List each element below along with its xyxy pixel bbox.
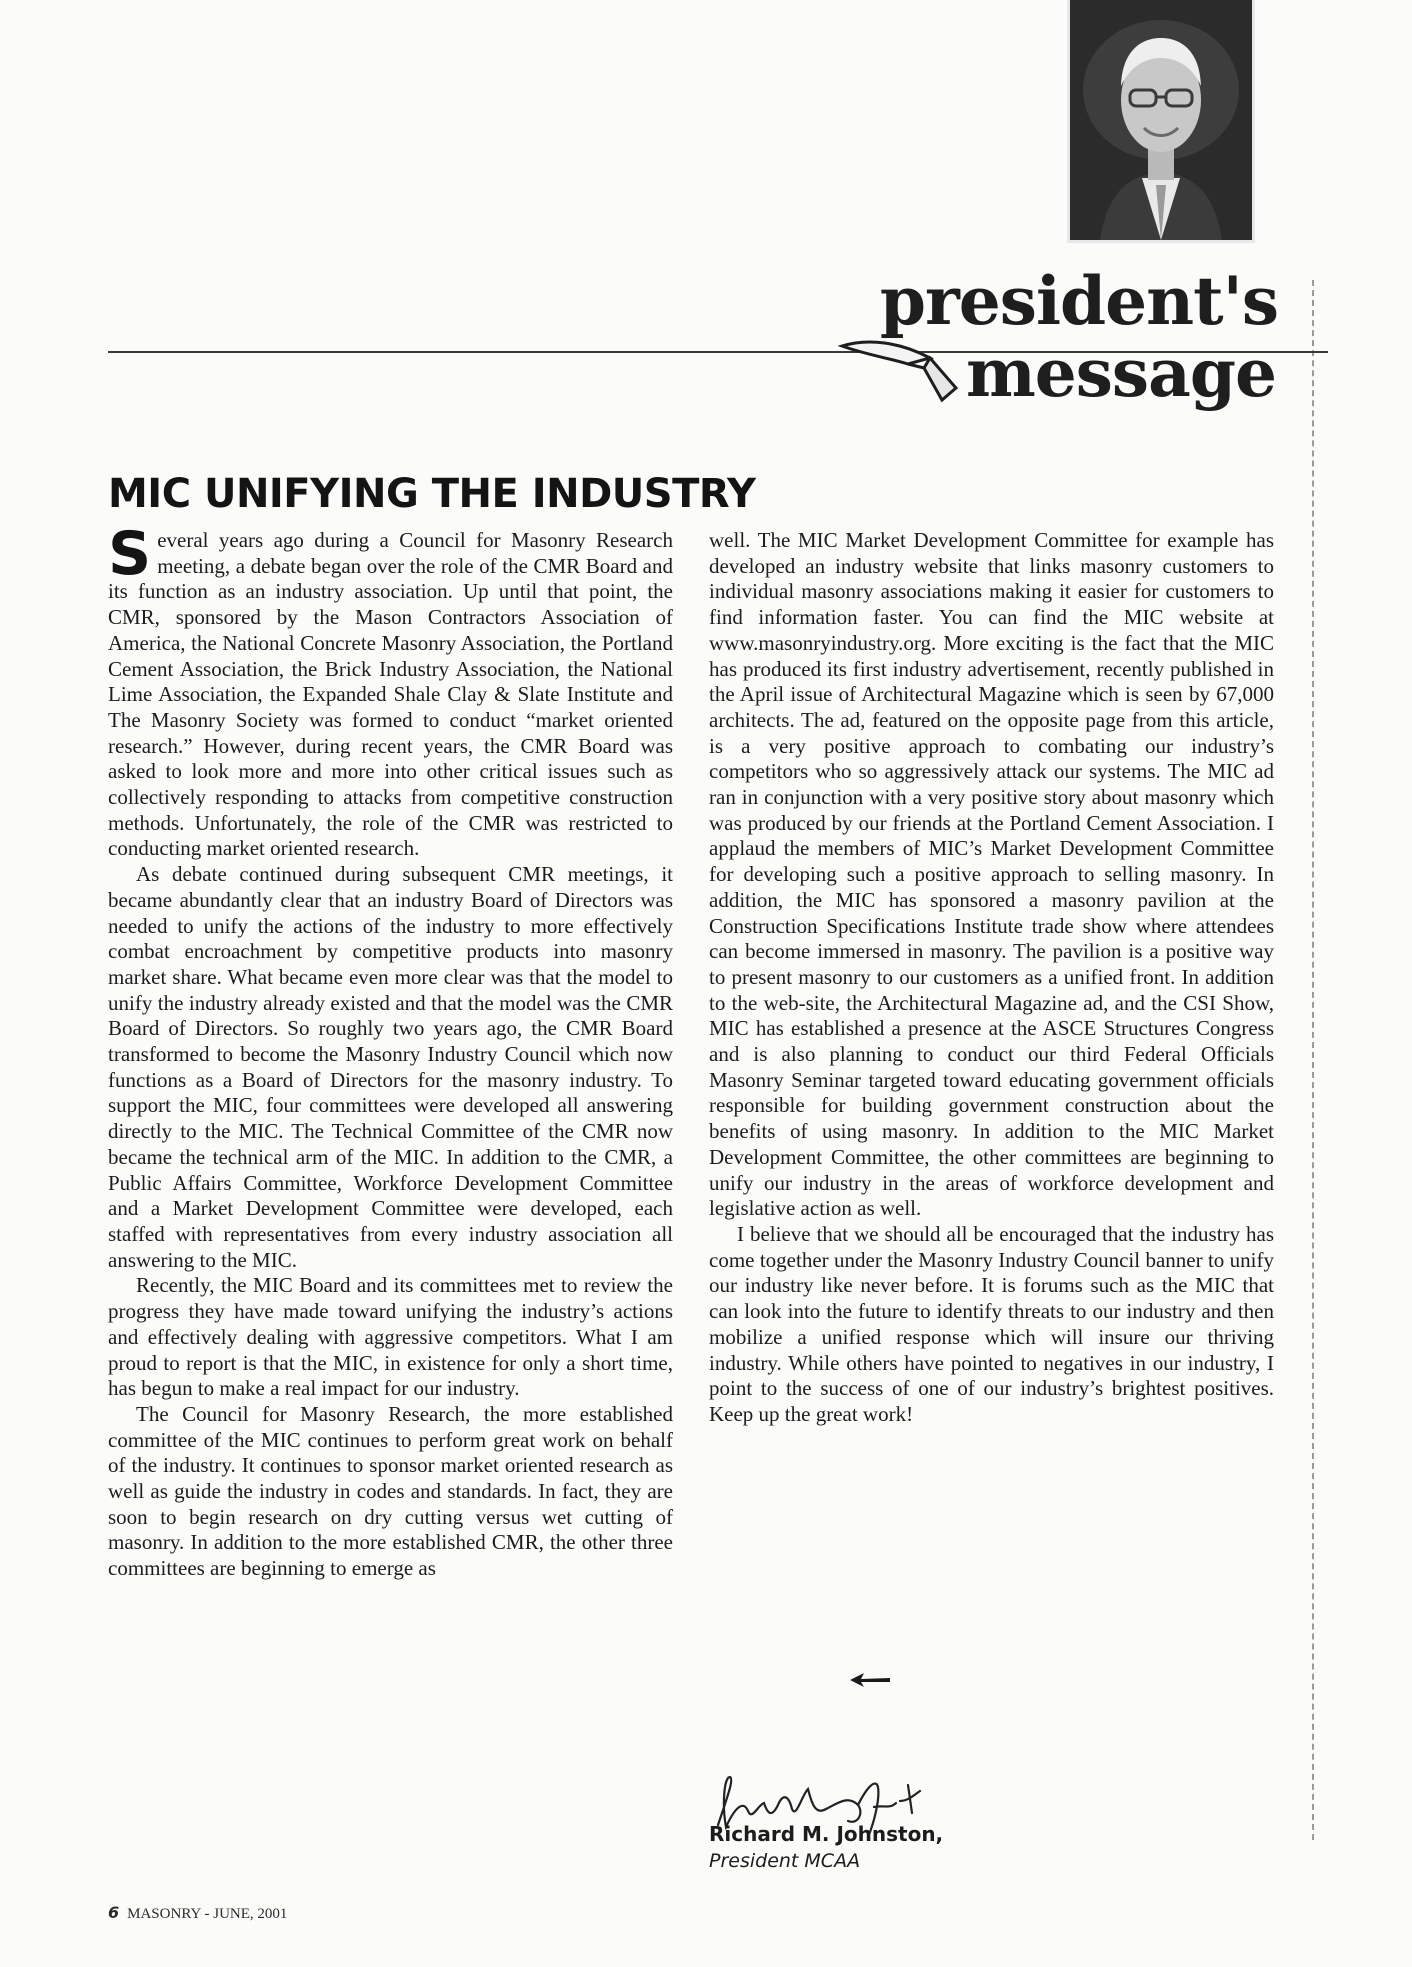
signer-name: Richard M. Johnston,	[709, 1822, 944, 1846]
section-title-message: message	[965, 334, 1276, 412]
article-paragraph: As debate continued during subsequent CMR meetings, it became abundantly clear that an industry Board of Directors was needed to unify the actions of the industry to more effectively combat encroachment by competitive products into masonry market share. What became even more clear was that the model to unify the industry already existed and that the model was the CMR Board of Directors. So roughly two years ago, the CMR Board transformed to become the Masonry Industry Council which now functions as a Board of Directors for the masonry industry. To support the MIC, four committees were developed all answering directly to the MIC. The Technical Committee of the CMR now became the technical arm of the MIC. In addition to the CMR, a Public Affairs Committee, Workforce Development Committee and a Market Development Committee were developed, each staffed with representatives from every industry association all answering to the MIC.	[108, 862, 673, 1272]
page-footer	[108, 1904, 287, 1923]
article-paragraph: well. The MIC Market Development Committee for example has developed an industry website that links masonry customers to individual masonry associations making it easier for customers to find information faster. You can find the MIC website at www.masonryindustry.org. More exciting is the fact that the MIC has produced its first industry advertisement, recently published in the April issue of Architectural Magazine which is seen by 67,000 architects. The ad, featured on the opposite page from this article, is a very positive approach to combating our industry’s competitors who so aggressively attack our systems. The MIC ad ran in conjunction with a very positive story about masonry which was produced by our friends at the Portland Cement Association. I applaud the members of MIC’s Market Development Committee for developing such a positive approach to selling masonry. In addition, the MIC has sponsored a masonry pavilion at the Construction Specifications Institute trade show where attendees can become immersed in masonry. The pavilion is a positive way to present masonry to our customers as a unified front. In addition to the web-site, the Architectural Magazine ad, and the CSI Show, MIC has established a presence at the ASCE Structures Congress and is also planning to conduct our third Federal Officials Masonry Seminar targeted toward educating government officials responsible for building government construction about the benefits of using masonry. In addition to the MIC Market Development Committee, the other committees are beginning to unify our industry in the areas of workforce development and legislative action as well.	[709, 528, 1274, 1221]
article-headline: MIC UNIFYING THE INDUSTRY	[108, 471, 756, 517]
drop-cap: S	[108, 528, 152, 589]
signer-title: President MCAA	[709, 1850, 861, 1872]
article-paragraph: The Council for Masonry Research, the more established committee of the MIC continues to perform great work on behalf of the industry. It continues to sponsor market oriented research as well as guide the industry in codes and standards. In fact, they are soon to begin research on dry cutting versus wet cutting of masonry. In addition to the more established CMR, the other three committees are beginning to emerge as	[108, 1401, 673, 1581]
article-column-left	[108, 528, 673, 1820]
article-paragraph: Recently, the MIC Board and its committees met to review the progress they have made toward unifying the industry’s actions and effectively dealing with aggressive competitors. What I am proud to report is that the MIC, in existence for only a short time, has begun to make a real impact for our industry.	[108, 1273, 673, 1401]
article-column-right	[709, 528, 1274, 1426]
author-portrait-image	[1070, 0, 1252, 240]
author-photo	[1070, 0, 1252, 240]
arrow-icon	[848, 1671, 892, 1689]
section-title-presidents: president's	[879, 262, 1278, 340]
article-paragraph: I believe that we should all be encouraged that the industry has come together under the Masonry Industry Council banner to unify our industry like never before. It is forums such as the MIC that can look into the future to identify threats to our industry and then mobilize a unified response which will insure our thriving industry. While others have pointed to negatives in our industry, I point to the success of one of our industry’s brightest positives. Keep up the great work!	[709, 1221, 1274, 1426]
margin-dashed-rule	[1312, 280, 1314, 1840]
article-paragraph	[108, 528, 673, 862]
publication-info: MASONRY - JUNE, 2001	[127, 1906, 288, 1922]
paragraph-text: everal years ago during a Council for Masonry Research meeting, a debate began over the role of the CMR Board and its function as an industry association. Up until that point, the CMR, sponsored by the Mason Contractors Association of America, the National Concrete Masonry Association, the Portland Cement Association, the Brick Industry Association, the National Lime Association, the Expanded Shale Clay & Slate Institute and The Masonry Society was formed to conduct “market oriented research.” However, during recent years, the CMR Board was asked to look more and more into other critical issues such as collectively responding to attacks from competitive construction methods. Unfortunately, the role of the CMR was restricted to conducting market oriented research.	[108, 528, 673, 861]
page-number: 6	[108, 1903, 120, 1922]
